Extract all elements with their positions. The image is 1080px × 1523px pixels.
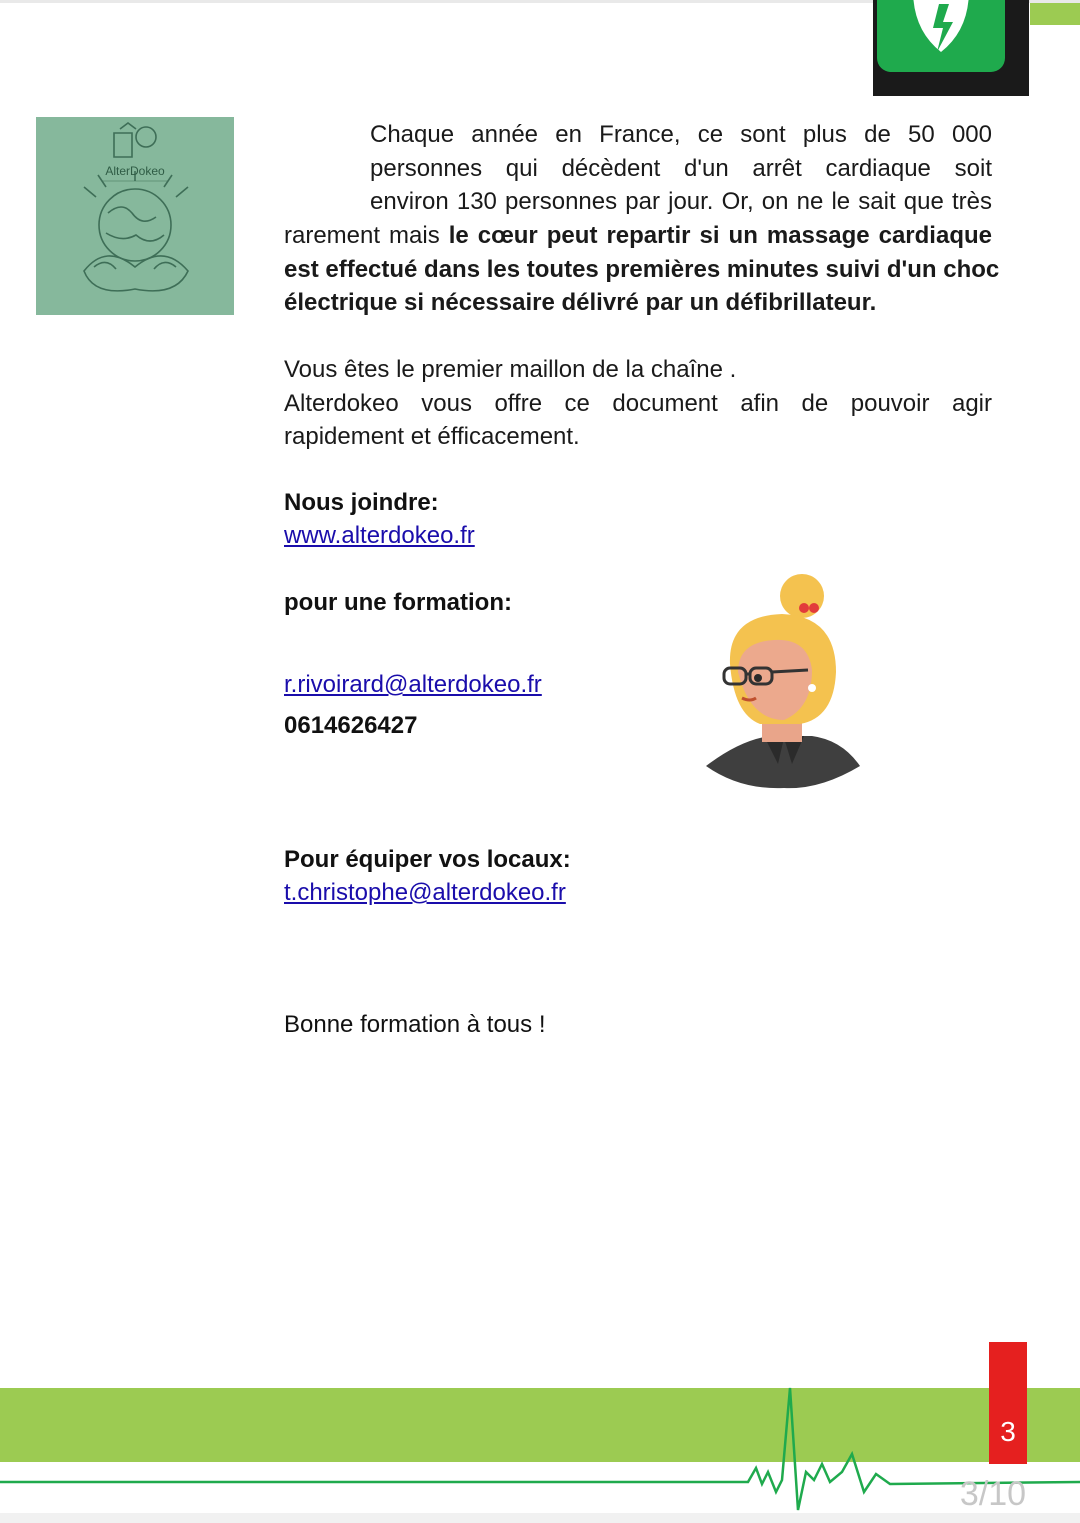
website-link[interactable]: www.alterdokeo.fr	[284, 522, 475, 549]
intro-paragraph-indented	[370, 118, 992, 219]
aed-heart-bolt-icon	[873, 0, 1029, 96]
message-line: Alterdokeo vous offre ce document afin de pouvoir agir	[284, 389, 992, 417]
intro-line-bold: le cœur peut repartir si un massage cardiaque	[448, 222, 992, 249]
intro-line	[284, 286, 992, 320]
message-paragraph	[284, 353, 992, 454]
closing-text: Bonne formation à tous !	[284, 1011, 546, 1038]
intro-line	[284, 253, 1000, 287]
logo-text: AlterDokeo	[105, 164, 165, 178]
page-number: 3	[1000, 1416, 1016, 1447]
ecg-line-icon	[0, 1380, 1080, 1523]
intro-line: environ 130 personnes par jour. Or, on ne le sait que très	[370, 188, 992, 215]
intro-paragraph-bold	[284, 219, 1000, 320]
intro-line-bold: est effectué dans les toutes premières minutes suivi d'un choc	[284, 255, 1000, 283]
bottom-bar	[0, 1513, 1080, 1523]
equip-heading: Pour équiper vos locaux:	[284, 846, 571, 873]
intro-line: personnes qui décèdent d'un arrêt cardiaque soit	[370, 154, 992, 182]
join-heading: Nous joindre:	[284, 489, 439, 516]
intro-line-normal: rarement mais	[284, 222, 449, 249]
message-line: Vous êtes le premier maillon de la chaîne .	[284, 356, 737, 383]
intro-line	[284, 219, 992, 253]
training-phone: 0614626427	[284, 712, 418, 739]
woman-avatar-illustration	[700, 568, 866, 796]
training-heading: pour une formation:	[284, 589, 512, 616]
top-green-accent	[1030, 3, 1080, 25]
training-email-link[interactable]: r.rivoirard@alterdokeo.fr	[284, 671, 542, 698]
page-number-badge	[989, 1342, 1027, 1464]
intro-line: Chaque année en France, ce sont plus de 50 000	[370, 121, 992, 148]
message-line: rapidement et éfficacement.	[284, 423, 580, 450]
intro-line-bold: électrique si nécessaire délivré par un défibrillateur.	[284, 289, 877, 316]
equip-email-link[interactable]: t.christophe@alterdokeo.fr	[284, 879, 566, 906]
alterdokeo-logo-icon	[36, 117, 234, 315]
page-counter: 3/10	[959, 1475, 1027, 1513]
